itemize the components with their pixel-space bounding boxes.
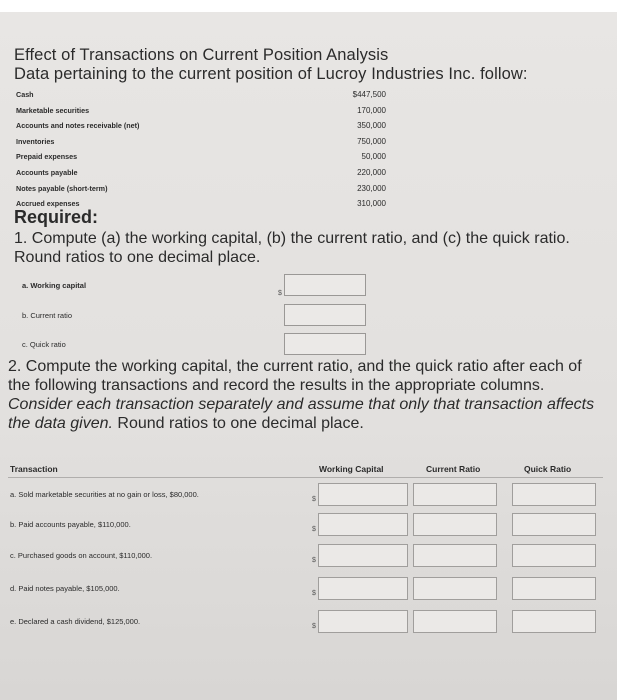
row-label: Accounts payable: [16, 167, 78, 177]
header-transaction: Transaction: [10, 464, 58, 474]
table-row: [8, 541, 603, 571]
table-row: [8, 574, 603, 604]
transactions-table-header: [8, 461, 603, 478]
current-ratio-input[interactable]: [284, 304, 366, 326]
row-label: Accounts and notes receivable (net): [16, 121, 140, 131]
header-current-ratio: Current Ratio: [426, 464, 481, 474]
row-label: Cash: [16, 90, 34, 99]
dollar-sign: $: [312, 526, 316, 533]
current-ratio-label: b. Current ratio: [22, 311, 73, 320]
data-row: [16, 88, 386, 104]
page-title: Effect of Transactions on Current Position Analysis: [14, 46, 389, 64]
quick-ratio-cell[interactable]: [512, 513, 596, 536]
data-row: [16, 119, 386, 135]
working-capital-cell[interactable]: [318, 610, 408, 633]
data-row: [16, 166, 386, 182]
row-value: 310,000: [357, 199, 386, 209]
current-ratio-cell[interactable]: [413, 513, 497, 536]
row-value: 750,000: [357, 136, 386, 146]
q2-end: Round ratios to one decimal place.: [112, 415, 364, 432]
data-row: [16, 150, 386, 166]
header-working-capital: Working Capital: [319, 464, 384, 474]
quick-ratio-cell[interactable]: [512, 483, 596, 506]
q2-plain: 2. Compute the working capital, the current ratio, and the quick ratio after each of the following transactions and record the results in the appropriate columns.: [8, 358, 582, 394]
working-capital-cell[interactable]: [318, 577, 408, 600]
row-value: 350,000: [357, 121, 386, 131]
current-ratio-cell[interactable]: [413, 483, 497, 506]
q2-italic: Consider each transaction separately and assume that only that transaction affects the data given.: [8, 396, 595, 432]
current-ratio-cell[interactable]: [413, 544, 497, 567]
row-label: Marketable securities: [16, 105, 90, 115]
quick-ratio-label: c. Quick ratio: [22, 340, 66, 349]
working-capital-label: a. Working capital: [22, 281, 87, 290]
current-ratio-cell[interactable]: [413, 610, 497, 633]
dollar-sign: $: [312, 590, 316, 597]
question-2-text: [8, 357, 603, 433]
dollar-sign: $: [312, 496, 316, 503]
quick-ratio-cell[interactable]: [512, 544, 596, 567]
table-row: [8, 480, 603, 510]
transaction-desc: c. Purchased goods on account, $110,000.: [10, 551, 153, 560]
data-row: [16, 104, 386, 120]
table-row: [8, 510, 603, 540]
transaction-desc: e. Declared a cash dividend, $125,000.: [10, 617, 141, 626]
table-row: [8, 607, 603, 637]
working-capital-cell[interactable]: [318, 483, 408, 506]
working-capital-cell[interactable]: [318, 544, 408, 567]
row-label: Notes payable (short-term): [16, 183, 108, 193]
working-capital-cell[interactable]: [318, 513, 408, 536]
row-value: 220,000: [357, 167, 386, 177]
quick-ratio-cell[interactable]: [512, 610, 596, 633]
page-subtitle: Data pertaining to the current position of Lucroy Industries Inc. follow:: [14, 65, 528, 83]
required-heading: Required:: [14, 207, 99, 227]
row-value: 170,000: [357, 105, 386, 115]
dollar-sign: $: [278, 290, 282, 297]
row-label: Prepaid expenses: [16, 152, 78, 162]
header-quick-ratio: Quick Ratio: [524, 464, 572, 474]
transaction-desc: d. Paid notes payable, $105,000.: [10, 584, 120, 593]
current-position-table: [16, 88, 386, 213]
transaction-desc: b. Paid accounts payable, $110,000.: [10, 520, 131, 529]
dollar-sign: $: [312, 557, 316, 564]
current-ratio-cell[interactable]: [413, 577, 497, 600]
question-1-text: 1. Compute (a) the working capital, (b) the current ratio, and (c) the quick ratio. Round ratios to one decimal place.: [14, 230, 570, 266]
row-value: $447,500: [352, 90, 386, 99]
row-value: 230,000: [357, 183, 386, 193]
quick-ratio-input[interactable]: [284, 333, 366, 355]
data-row: [16, 135, 386, 151]
quick-ratio-cell[interactable]: [512, 577, 596, 600]
row-value: 50,000: [361, 152, 386, 162]
data-row: [16, 182, 386, 198]
transaction-desc: a. Sold marketable securities at no gain or loss, $80,000.: [10, 490, 199, 499]
working-capital-input[interactable]: [284, 274, 366, 296]
dollar-sign: $: [312, 623, 316, 630]
top-strip: [0, 0, 617, 12]
row-label: Accrued expenses: [16, 199, 80, 209]
row-label: Inventories: [16, 136, 55, 146]
